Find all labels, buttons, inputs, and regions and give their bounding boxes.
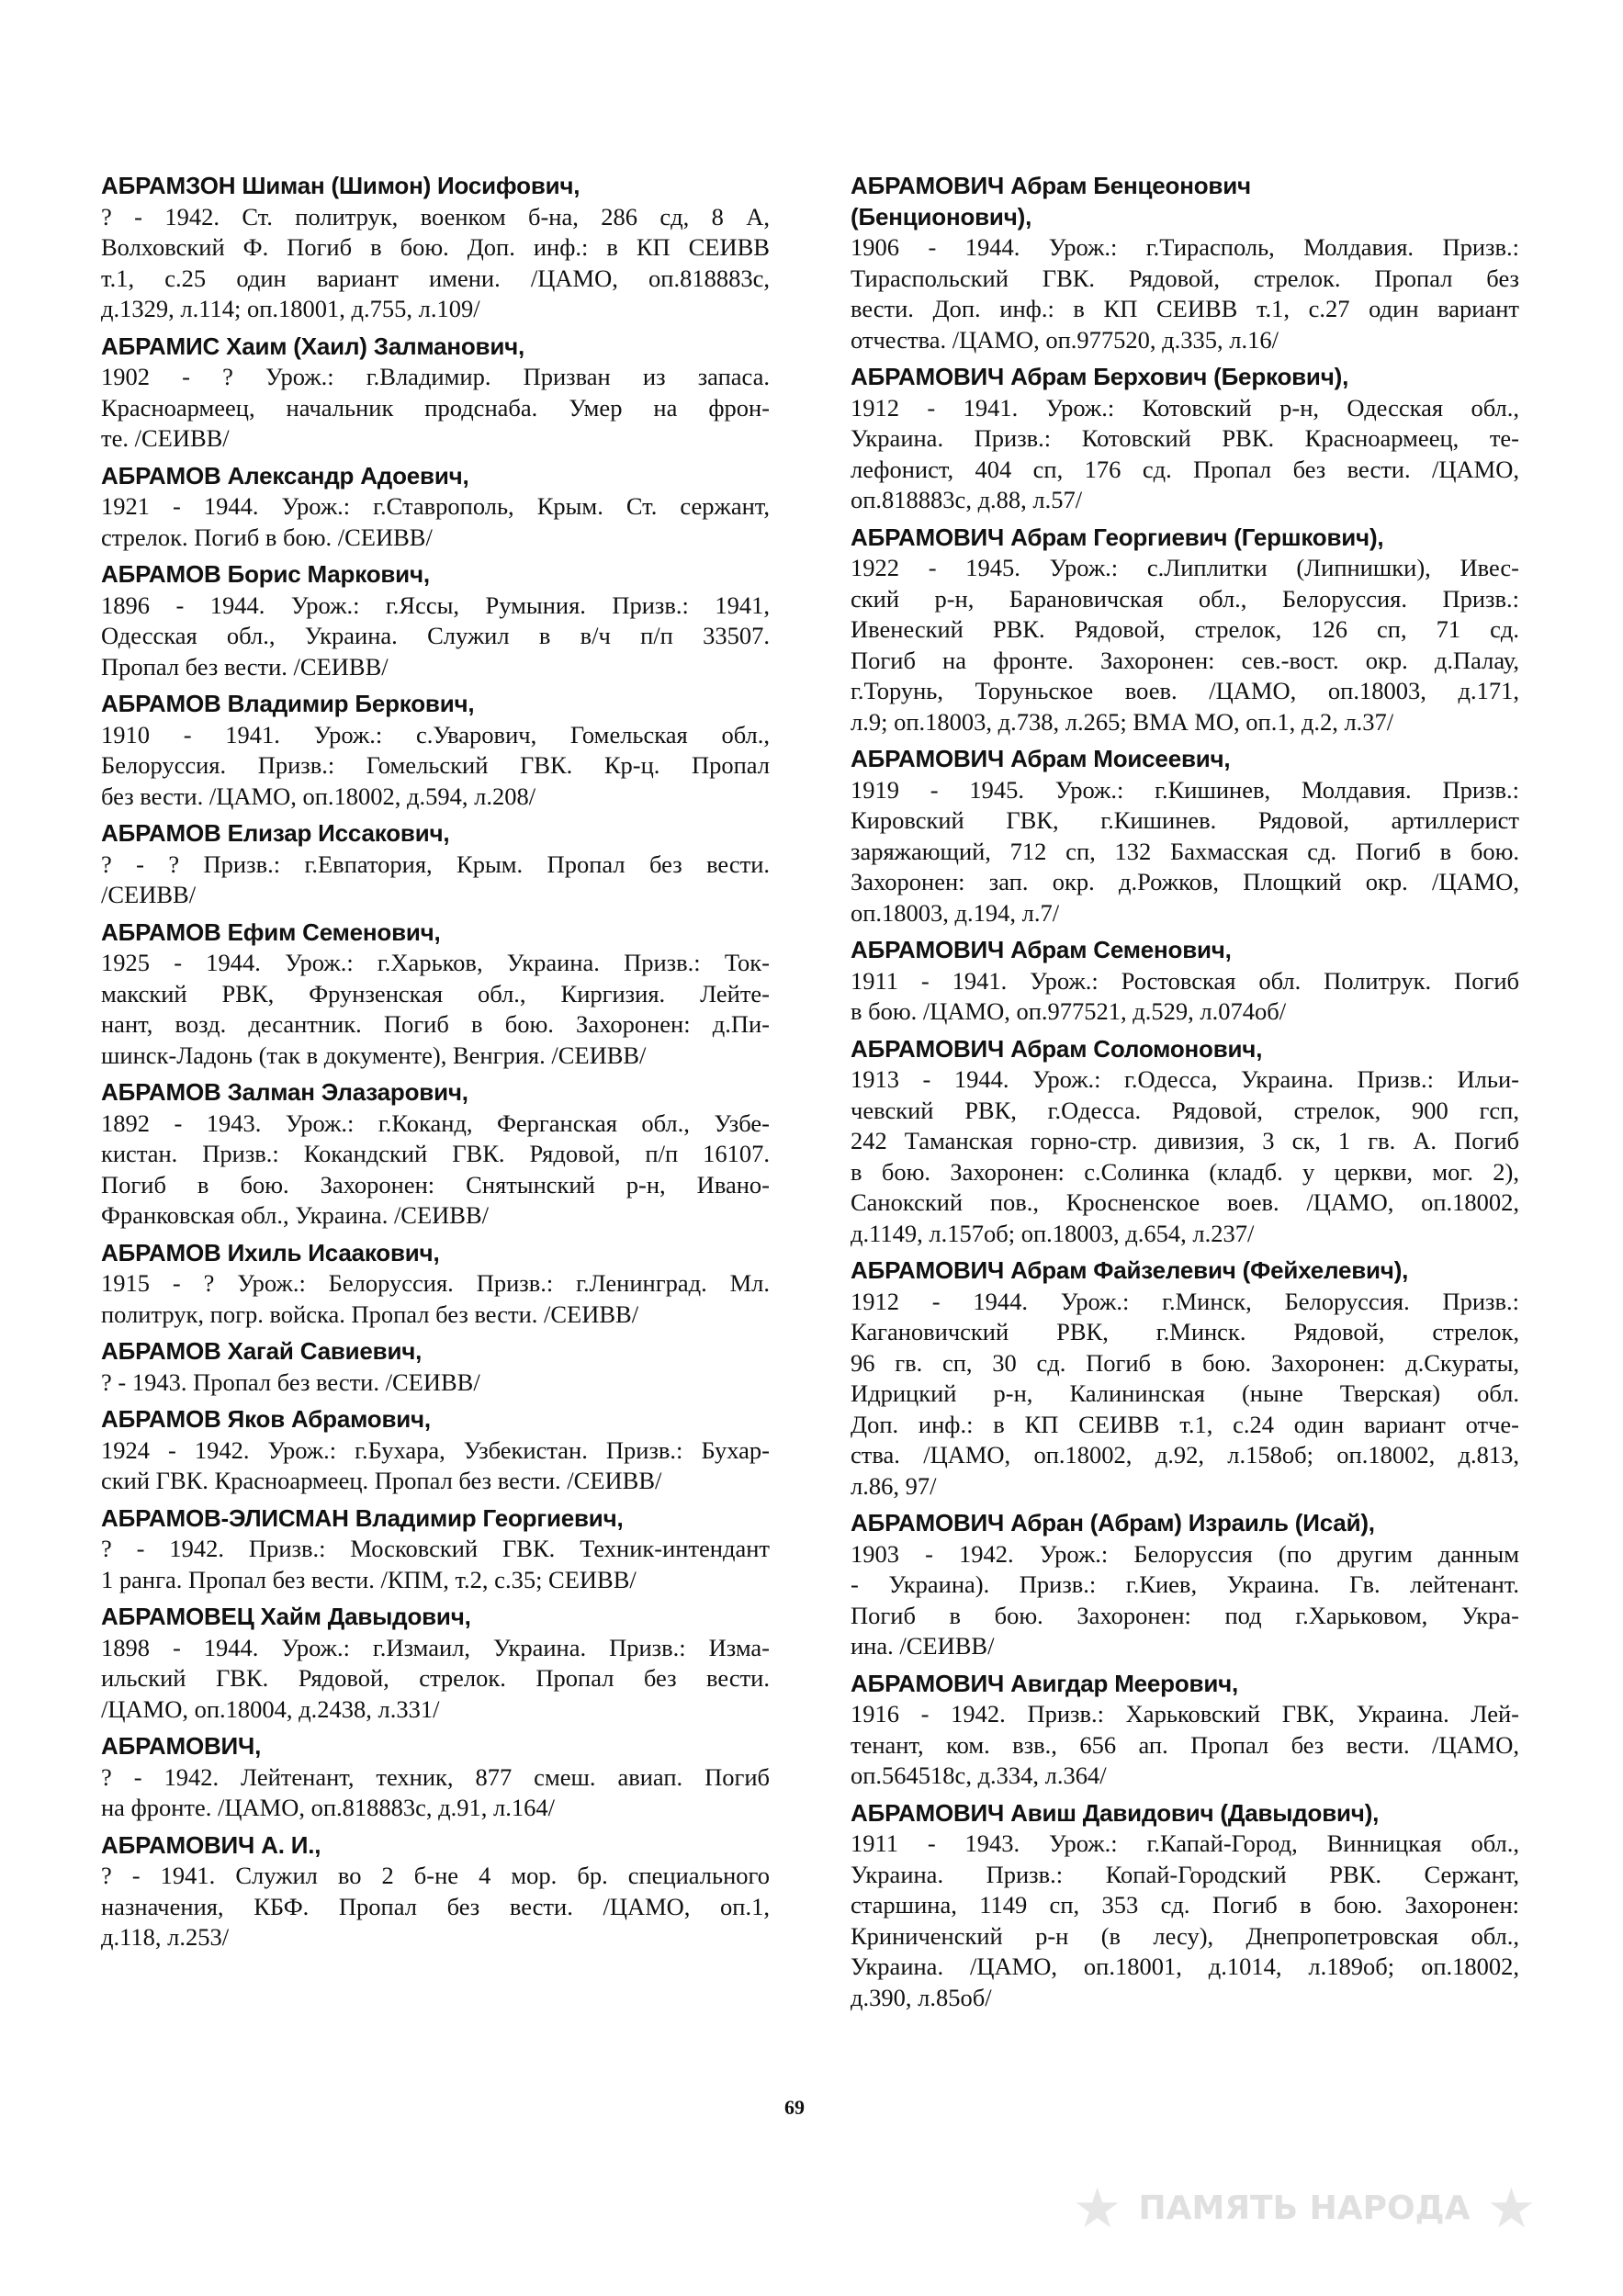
entry-heading xyxy=(851,523,1519,554)
given-name: Шиман (Шимон) Иосифович, xyxy=(242,172,580,199)
entry-text-line: оп.564518с, д.334, л.364/ xyxy=(851,1761,1107,1789)
entry-heading xyxy=(851,1255,1519,1287)
given-name: Елизар Иссакович, xyxy=(227,819,450,847)
entry-text-line: чевский РВК, г.Одесса. Рядовой, стрелок, 900 гсп, xyxy=(851,1096,1519,1124)
entry xyxy=(851,1034,1519,1250)
given-name: А. И., xyxy=(261,1830,321,1859)
entry-text-line: - Украина). Призв.: г.Киев, Украина. Гв. лейтенант. xyxy=(851,1570,1519,1598)
entry xyxy=(101,1830,770,1953)
given-name: Абрам Бенцеонович xyxy=(1010,172,1251,199)
entry-text-line: оп.818883с, д.88, л.57/ xyxy=(851,486,1083,513)
surname: АБРАМОВИЧ xyxy=(851,1034,1005,1063)
given-name: Абран (Абрам) Израиль (Исай), xyxy=(1010,1509,1375,1536)
entry-text-line: Украина. Призв.: Копай-Городский РВК. Сержант, xyxy=(851,1860,1519,1888)
surname: АБРАМОВЕЦ xyxy=(101,1603,254,1630)
entry-text-line: в бою. /ЦАМО, оп.977521, д.529, л.074об/ xyxy=(851,997,1287,1025)
entry-heading xyxy=(101,1238,770,1269)
surname: АБРАМОВ xyxy=(101,690,221,717)
surname: АБРАМОВ xyxy=(101,1078,221,1106)
surname: АБРАМОВИЧ xyxy=(851,523,1005,551)
entry-text-line: 1915 - ? Урож.: Белоруссия. Призв.: г.Ленинград. Мл. xyxy=(101,1269,770,1297)
given-name: Абрам Соломонович, xyxy=(1010,1034,1263,1063)
entry-text-line: 1896 - 1944. Урож.: г.Яссы, Румыния. Призв.: 1941, xyxy=(101,591,770,619)
surname: АБРАМОВИЧ xyxy=(851,363,1005,390)
given-name: Абрам Файзелевич (Фейхелевич), xyxy=(1010,1256,1409,1284)
given-name: Яков Абрамович, xyxy=(227,1405,431,1433)
surname: АБРАМОВИЧ xyxy=(851,936,1005,963)
given-name: Абрам Моисеевич, xyxy=(1010,745,1231,772)
entry xyxy=(851,362,1519,516)
entry-text-line: лефонист, 404 сп, 176 сд. Пропал без вести. /ЦАМО, xyxy=(851,455,1519,483)
entry xyxy=(101,171,770,325)
entry-text-line: политрук, погр. войска. Пропал без вести. /СЕИВВ/ xyxy=(101,1300,639,1328)
entry-text-line: д.390, л.85об/ xyxy=(851,1983,992,2011)
right-column xyxy=(851,171,1519,2020)
entry-text-line: ? - 1943. Пропал без вести. /СЕИВВ/ xyxy=(101,1367,480,1396)
entry-text-line: Волховский Ф. Погиб в бою. Доп. инф.: в КП СЕИВВ xyxy=(101,233,770,261)
entry-text-line: Белоруссия. Призв.: Гомельский ГВК. Кр-ц. Пропал xyxy=(101,751,770,779)
entry-text-line: 1911 - 1943. Урож.: г.Капай-Город, Винницкая обл., xyxy=(851,1829,1519,1857)
entry-text-line: те. /СЕИВВ/ xyxy=(101,424,230,452)
entry-text-line: 1919 - 1945. Урож.: г.Кишинев, Молдавия. Призв.: xyxy=(851,775,1519,804)
entry-text-line: Украина. /ЦАМО, оп.18001, д.1014, л.189об; оп.18002, xyxy=(851,1953,1519,1980)
entry xyxy=(851,1798,1519,2014)
entry-text-line: без вести. /ЦАМО, оп.18002, д.594, л.208/ xyxy=(101,782,536,810)
entry xyxy=(851,935,1519,1028)
given-name: Александр Адоевич, xyxy=(227,461,469,490)
entry xyxy=(851,1508,1519,1662)
entry-text-line: 1912 - 1944. Урож.: г.Минск, Белоруссия. Призв.: xyxy=(851,1287,1519,1315)
given-name: Ефим Семенович, xyxy=(227,917,441,946)
entry-text-line: ? - 1942. Призв.: Московский ГВК. Техник-интендант xyxy=(101,1535,770,1562)
watermark-logo xyxy=(1072,2149,1537,2268)
entry-text-line: 1921 - 1944. Урож.: г.Ставрополь, Крым. Ст. сержант, xyxy=(101,492,770,520)
entry-text-line: Тираспольский ГВК. Рядовой, стрелок. Пропал без xyxy=(851,264,1519,292)
given-name: Хагай Савиевич, xyxy=(227,1337,423,1365)
given-name: Абрам Берхович (Беркович), xyxy=(1010,363,1349,390)
watermark-text: ПАМЯТЬ НАРОДА xyxy=(1138,2189,1471,2227)
entry-text-line: ский р-н, Барановичская обл., Белоруссия. Призв.: xyxy=(851,584,1519,613)
surname: АБРАМОВИЧ xyxy=(851,1256,1005,1284)
entry-text-line: 96 гв. сп, 30 сд. Погиб в бою. Захоронен: д.Скураты, xyxy=(851,1348,1519,1377)
surname: АБРАМОВ-ЭЛИСМАН xyxy=(101,1503,349,1532)
entry-heading xyxy=(851,744,1519,775)
given-name: Ихиль Исаакович, xyxy=(227,1238,440,1266)
entry xyxy=(851,523,1519,738)
entry-text-line: 1912 - 1941. Урож.: Котовский р-н, Одесская обл., xyxy=(851,393,1519,422)
entry-text-line: нант, возд. десантник. Погиб в бою. Захоронен: д.Пи- xyxy=(101,1010,770,1038)
surname: АБРАМОВИЧ xyxy=(851,1509,1005,1536)
entry xyxy=(101,917,770,1072)
entry-text-line: д.1149, л.157об; оп.18003, д.654, л.237/ xyxy=(851,1219,1255,1247)
entry-text-line: Криниченский р-н (в лесу), Днепропетровская обл., xyxy=(851,1921,1519,1950)
entry-heading xyxy=(851,171,1519,202)
entry-text-line: 242 Таманская горно-стр. дивизия, 3 ск, 1 гв. А. Погиб xyxy=(851,1127,1519,1154)
entry-text-line: 1902 - ? Урож.: г.Владимир. Призван из запаса. xyxy=(101,363,770,390)
entry-text-line: л.86, 97/ xyxy=(851,1471,937,1500)
entry xyxy=(851,171,1519,355)
entry-text-line: /ЦАМО, оп.18004, д.2438, л.331/ xyxy=(101,1694,440,1723)
given-name: Борис Маркович, xyxy=(227,560,430,588)
entry-text-line: Украина. Призв.: Котовский РВК. Красноармеец, те- xyxy=(851,424,1519,452)
entry-heading xyxy=(101,689,770,720)
entry-text-line: ства. /ЦАМО, оп.18002, д.92, л.158об; оп.18002, д.813, xyxy=(851,1441,1519,1469)
entry-text-line: Погиб в бою. Захоронен: Снятынский р-н, Ивано- xyxy=(101,1170,770,1199)
given-name: Авиш Давидович (Давыдович), xyxy=(1010,1798,1380,1827)
entry-text-line: Кагановичский РВК, г.Минск. Рядовой, стрелок, xyxy=(851,1318,1519,1345)
entry-text-line: Погиб в бою. Захоронен: под г.Харьковом, Укра- xyxy=(851,1601,1519,1629)
surname: АБРАМОВИЧ xyxy=(101,1830,255,1859)
entry-heading xyxy=(101,1731,770,1762)
surname: АБРАМОВ xyxy=(101,1337,221,1365)
entry xyxy=(101,559,770,682)
entry-text-line: 1903 - 1942. Урож.: Белоруссия (по другим данным xyxy=(851,1539,1519,1568)
entry-heading xyxy=(101,818,770,850)
entry-heading xyxy=(101,1404,770,1435)
entry-text-line: 1898 - 1944. Урож.: г.Измаил, Украина. Призв.: Изма- xyxy=(101,1633,770,1661)
entry xyxy=(851,744,1519,929)
surname: АБРАМЗОН xyxy=(101,172,236,199)
entry-text-line: Доп. инф.: в КП СЕИВВ т.1, с.24 один вариант отче- xyxy=(851,1410,1519,1438)
entry-text-line: в бою. Захоронен: с.Солинка (кладб. у церкви, мог. 2), xyxy=(851,1157,1519,1186)
given-name: Владимир Беркович, xyxy=(227,690,475,717)
entry-text-line: заряжающий, 712 сп, 132 Бахмасская сд. Погиб в бою. xyxy=(851,837,1519,865)
entry-heading xyxy=(851,1034,1519,1065)
entry xyxy=(851,1669,1519,1792)
entry xyxy=(101,332,770,455)
entry-text-line: вести. Доп. инф.: в КП СЕИВВ т.1, с.27 один вариант xyxy=(851,295,1519,322)
entry-text-line: тенант, ком. взв., 656 ап. Пропал без вести. /ЦАМО, xyxy=(851,1730,1519,1759)
entry-heading xyxy=(101,461,770,492)
entry-text-line: стрелок. Погиб в бою. /СЕИВВ/ xyxy=(101,523,433,551)
given-name: Залман Элазарович, xyxy=(227,1078,468,1106)
entry xyxy=(101,1238,770,1331)
given-name: Владимир Георгиевич, xyxy=(355,1503,624,1532)
surname: АБРАМОВ xyxy=(101,917,221,946)
entry-text-line: ильский ГВК. Рядовой, стрелок. Пропал без вести. xyxy=(101,1664,770,1692)
entry xyxy=(101,1503,770,1596)
entry-text-line: отчества. /ЦАМО, оп.977520, д.335, л.16/ xyxy=(851,325,1279,354)
watermark-star-icon: ★ xyxy=(1486,2177,1537,2241)
entry xyxy=(101,1404,770,1497)
entry-text-line: г.Торунь, Торуньское воев. /ЦАМО, оп.18003, д.171, xyxy=(851,677,1519,704)
entry-heading xyxy=(851,1669,1519,1700)
given-name: Хайм Давыдович, xyxy=(260,1603,471,1630)
entry-text-line: 1892 - 1943. Урож.: г.Коканд, Ферганская обл., Узбе- xyxy=(101,1109,770,1137)
entry-text-line: назначения, КБФ. Пропал без вести. /ЦАМО, оп.1, xyxy=(101,1892,770,1920)
entry-text-line: ? - 1941. Служил во 2 б-не 4 мор. бр. специального xyxy=(101,1862,770,1889)
entry-text-line: макский РВК, Фрунзенская обл., Киргизия. Лейте- xyxy=(101,979,770,1007)
entry xyxy=(101,1077,770,1232)
left-column xyxy=(101,171,770,1960)
surname: АБРАМОВИЧ, xyxy=(101,1732,262,1760)
surname: АБРАМОВ xyxy=(101,461,221,490)
entry-text-line: 1924 - 1942. Урож.: г.Бухара, Узбекистан. Призв.: Бухар- xyxy=(101,1435,770,1464)
entry-heading xyxy=(101,1503,770,1535)
entry-heading xyxy=(101,1830,770,1862)
entry-text-line: т.1, с.25 один вариант имени. /ЦАМО, оп.818883с, xyxy=(101,264,770,292)
entry-text-line: на фронте. /ЦАМО, оп.818883с, д.91, л.164/ xyxy=(101,1794,555,1821)
surname: АБРАМОВИЧ xyxy=(851,745,1005,772)
given-name: Авигдар Меерович, xyxy=(1010,1669,1239,1697)
page-number: 69 xyxy=(784,2096,805,2119)
entry xyxy=(101,1336,770,1398)
surname: АБРАМОВИЧ xyxy=(851,1669,1005,1697)
surname: АБРАМОВ xyxy=(101,1405,221,1433)
entry-text-line: старшина, 1149 сп, 353 сд. Погиб в бою. Захоронен: xyxy=(851,1891,1519,1919)
entry-heading xyxy=(101,1336,770,1367)
entry-text-line: Санокский пов., Кросненское воев. /ЦАМО, оп.18002, xyxy=(851,1188,1519,1216)
entry-text-line: ? - 1942. Лейтенант, техник, 877 смеш. авиап. Погиб xyxy=(101,1762,770,1791)
entry-text-line: 1906 - 1944. Урож.: г.Тирасполь, Молдавия. Призв.: xyxy=(851,233,1519,261)
entry-heading xyxy=(851,1508,1519,1539)
entry xyxy=(101,689,770,812)
entry xyxy=(101,461,770,554)
entry-text-line: Погиб на фронте. Захоронен: сев.-вост. окр. д.Палау, xyxy=(851,646,1519,674)
entry-heading xyxy=(851,362,1519,393)
entry-heading xyxy=(851,935,1519,966)
watermark-star-icon: ★ xyxy=(1072,2177,1122,2241)
surname: АБРАМОВ xyxy=(101,819,221,847)
entry-text-line: д.1329, л.114; оп.18001, д.755, л.109/ xyxy=(101,295,480,322)
entry xyxy=(101,1602,770,1725)
entry-text-line: оп.18003, д.194, л.7/ xyxy=(851,898,1060,927)
entry-heading xyxy=(851,1798,1519,1829)
entry-heading xyxy=(101,917,770,949)
entry-heading-continued: (Бенционович), xyxy=(851,202,1032,231)
entry-text-line: Идрицкий р-н, Калининская (ныне Тверская) обл. xyxy=(851,1379,1519,1407)
given-name: Абрам Георгиевич (Гершкович), xyxy=(1010,523,1384,551)
entry xyxy=(101,818,770,911)
entry-text-line: 1922 - 1945. Урож.: с.Липлитки (Липнишки), Ивес- xyxy=(851,554,1519,581)
surname: АБРАМОВИЧ xyxy=(851,172,1005,199)
entry xyxy=(101,1731,770,1824)
entry-text-line: 1 ранга. Пропал без вести. /КПМ, т.2, с.35; СЕИВВ/ xyxy=(101,1565,637,1593)
entry-text-line: ? - ? Призв.: г.Евпатория, Крым. Пропал без вести. xyxy=(101,850,770,878)
entry-text-line: 1916 - 1942. Призв.: Харьковский ГВК, Украина. Лей- xyxy=(851,1700,1519,1728)
entry xyxy=(851,1255,1519,1502)
entry-text-line: Захоронен: зап. окр. д.Рожков, Площкий окр. /ЦАМО, xyxy=(851,868,1519,895)
surname: АБРАМИС xyxy=(101,332,220,360)
entry-text-line: шинск-Ладонь (так в документе), Венгрия. /СЕИВВ/ xyxy=(101,1041,647,1069)
entry-text-line: 1925 - 1944. Урож.: г.Харьков, Украина. Призв.: Ток- xyxy=(101,949,770,976)
entry-text-line: д.118, л.253/ xyxy=(101,1923,230,1951)
entry-text-line: Кировский ГВК, г.Кишинев. Рядовой, артиллерист xyxy=(851,806,1519,834)
entry-text-line: Франковская обл., Украина. /СЕИВВ/ xyxy=(101,1201,490,1229)
entry-heading xyxy=(101,1077,770,1109)
entry-text-line: 1913 - 1944. Урож.: г.Одесса, Украина. Призв.: Ильи- xyxy=(851,1065,1519,1093)
entry-text-line: Красноармеец, начальник продснаба. Умер на фрон- xyxy=(101,393,770,422)
entry-text-line: ? - 1942. Ст. политрук, военком б-на, 286 сд, 8 А, xyxy=(101,202,770,231)
surname: АБРАМОВ xyxy=(101,560,221,588)
entry-text-line: Пропал без вести. /СЕИВВ/ xyxy=(101,652,389,681)
surname: АБРАМОВ xyxy=(101,1238,221,1266)
entry-heading xyxy=(101,332,770,363)
entry-text-line: ина. /СЕИВВ/ xyxy=(851,1632,995,1660)
entry-text-line: л.9; оп.18003, д.738, л.265; ВМА МО, оп.1, д.2, л.37/ xyxy=(851,707,1394,736)
entry-text-line: /СЕИВВ/ xyxy=(101,881,197,908)
entry-heading xyxy=(101,559,770,591)
given-name: Абрам Семенович, xyxy=(1010,936,1232,963)
entry-text-line: 1910 - 1941. Урож.: с.Уварович, Гомельская обл., xyxy=(101,720,770,748)
entry-text-line: кистан. Призв.: Кокандский ГВК. Рядовой, п/п 16107. xyxy=(101,1140,770,1167)
entry-text-line: Одесская обл., Украина. Служил в в/ч п/п 33507. xyxy=(101,622,770,649)
given-name: Хаим (Хаил) Залманович, xyxy=(226,332,525,360)
entry-heading xyxy=(101,1602,770,1633)
entry-text-line: 1911 - 1941. Урож.: Ростовская обл. Политрук. Погиб xyxy=(851,966,1519,995)
entry-text-line: Ивенеский РВК. Рядовой, стрелок, 126 сп, 71 сд. xyxy=(851,615,1519,643)
entry-heading xyxy=(101,171,770,202)
entry-text-line: ский ГВК. Красноармеец. Пропал без вести. /СЕИВВ/ xyxy=(101,1467,662,1494)
surname: АБРАМОВИЧ xyxy=(851,1798,1005,1827)
